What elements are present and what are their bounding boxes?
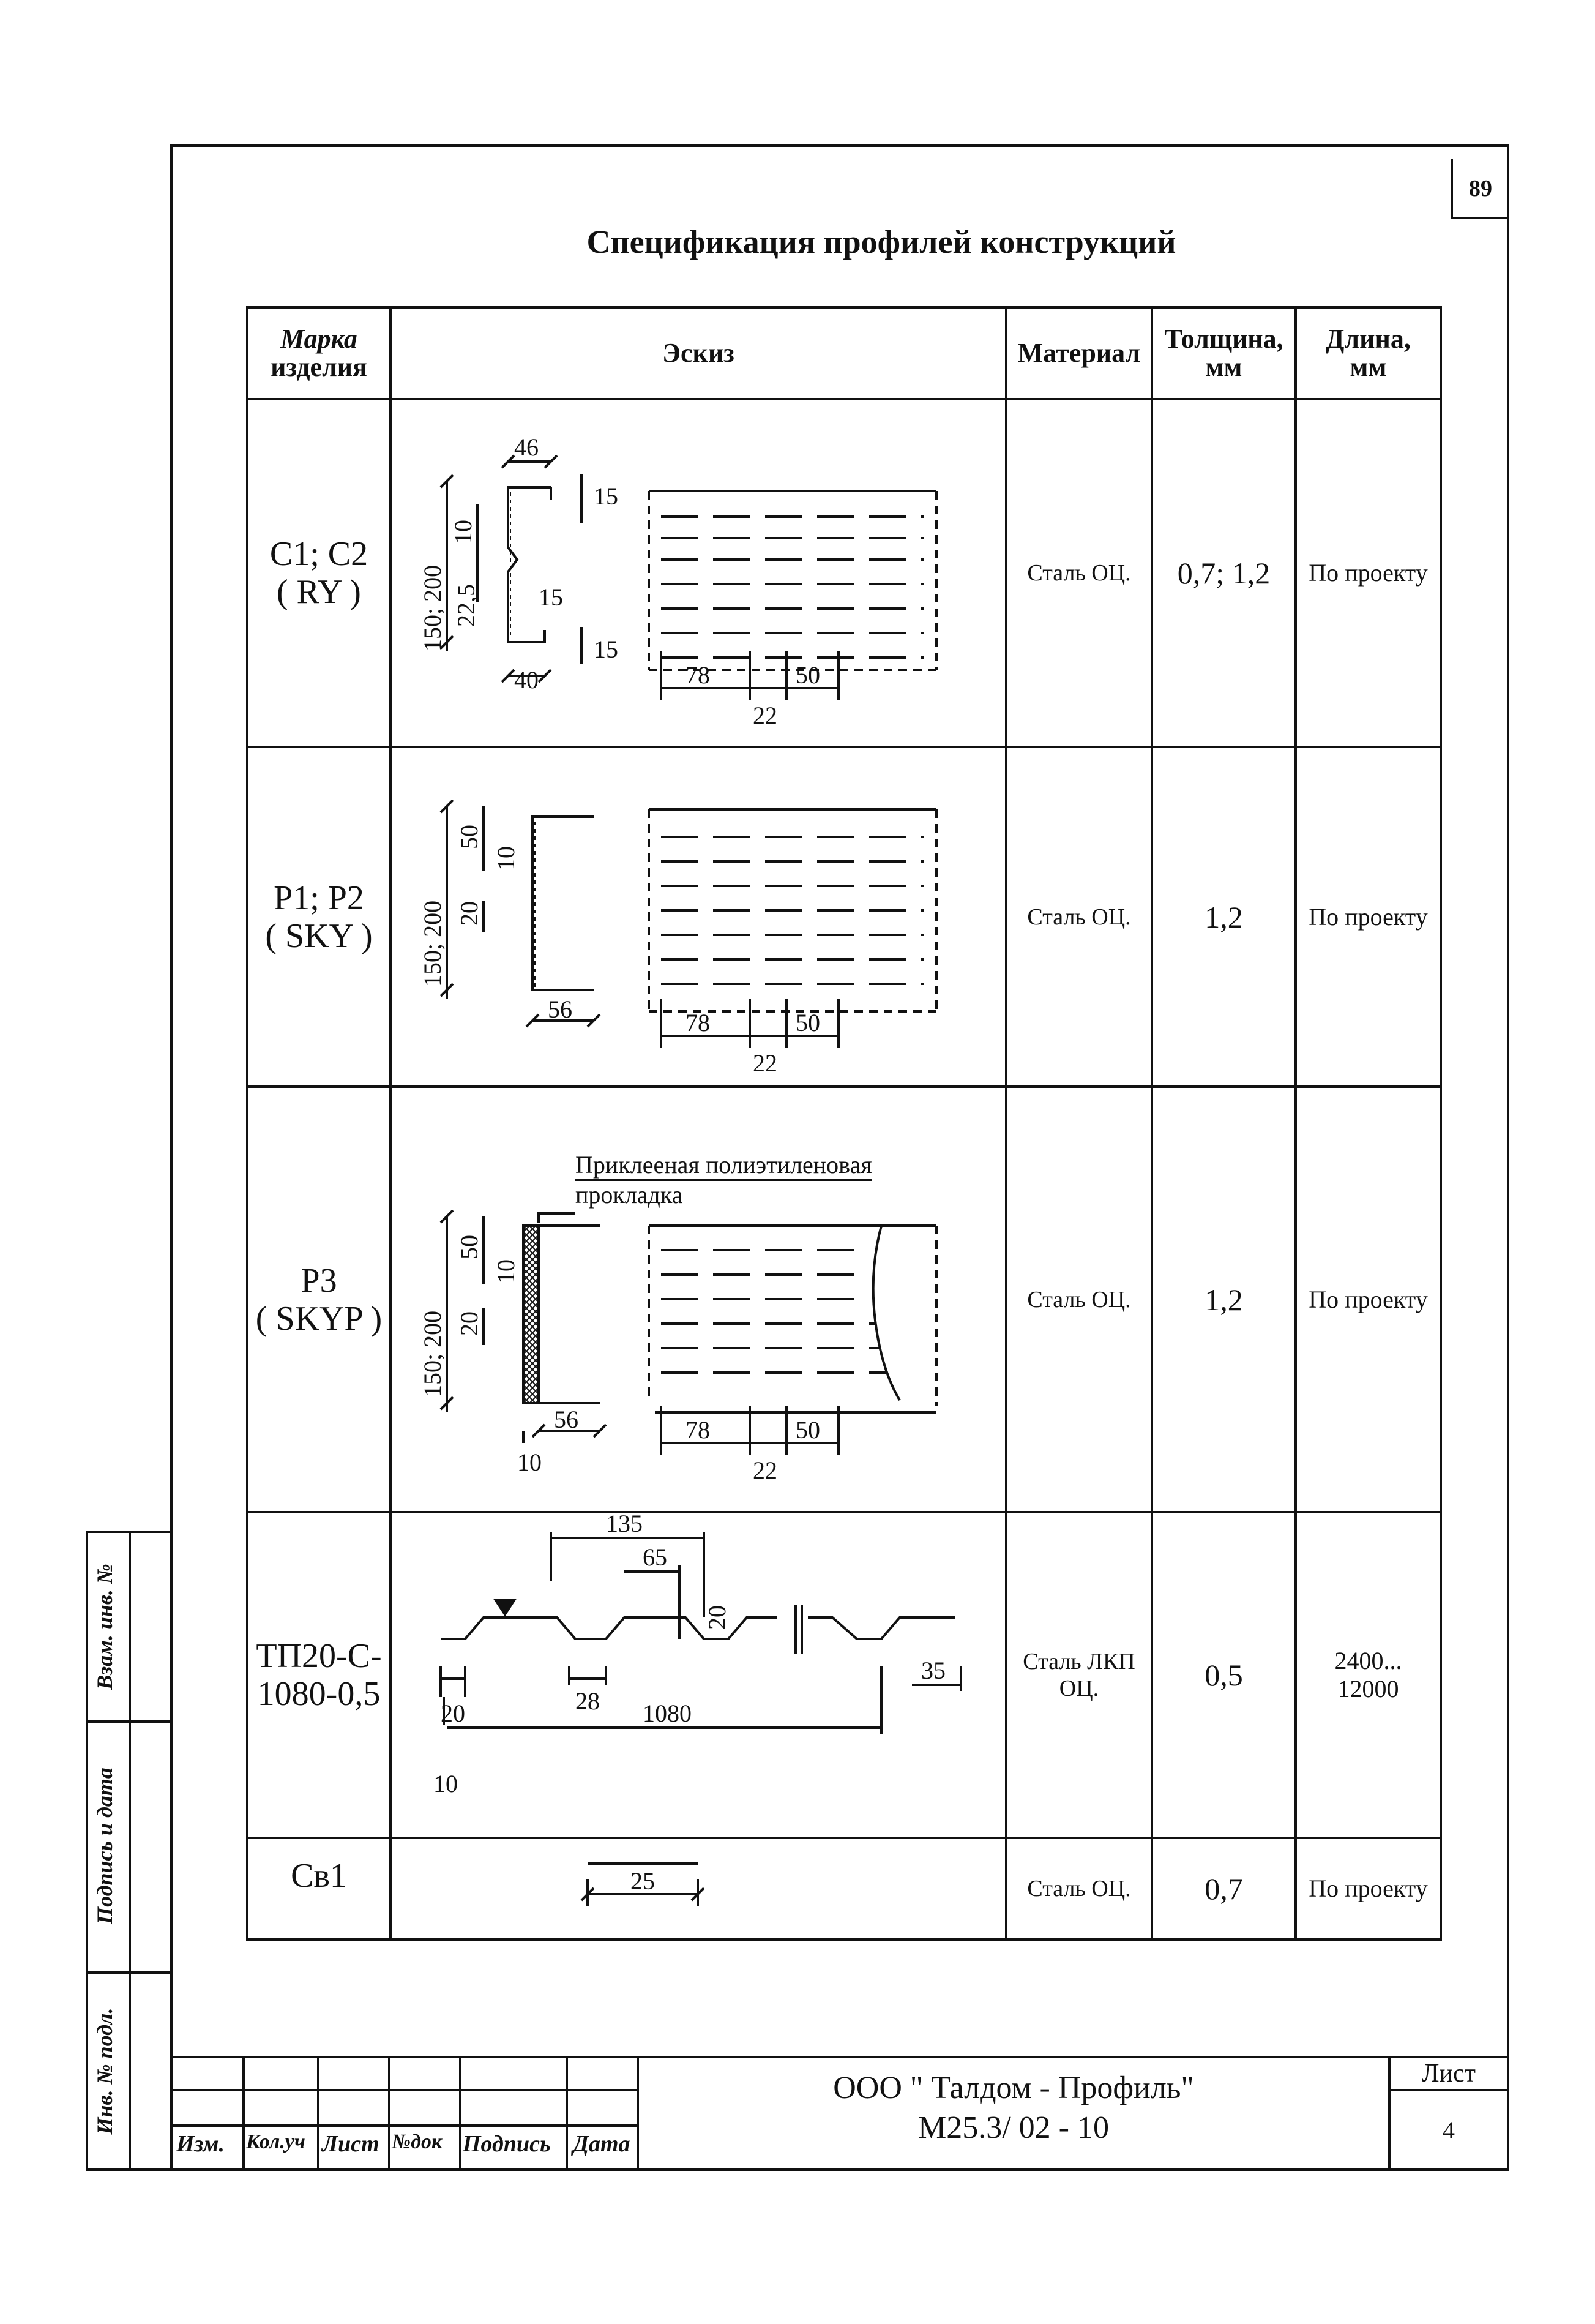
stamp-original-inv: Инв. № подл. bbox=[92, 2007, 117, 2135]
dim-w: 25 bbox=[630, 1867, 655, 1895]
dim-p1: 78 bbox=[685, 1009, 710, 1036]
dim-d2: 10 bbox=[492, 1259, 520, 1284]
tb-col-date: Дата bbox=[573, 2131, 630, 2157]
dim-bottom: 56 bbox=[554, 1406, 578, 1433]
dim-p1: 78 bbox=[685, 1416, 710, 1444]
dim-p3: 22 bbox=[753, 1456, 777, 1484]
dim-p3: 22 bbox=[753, 1049, 777, 1077]
row-length: 2400... 12000 bbox=[1334, 1647, 1402, 1703]
frame-left bbox=[170, 144, 173, 2171]
dim-b3: 28 bbox=[575, 1687, 600, 1715]
tb-col-change: Изм. bbox=[176, 2131, 225, 2157]
row-mark: ТП20-С- 1080-0,5 bbox=[256, 1637, 382, 1713]
stamp-replacement-inv: Взам. инв. № bbox=[92, 1564, 117, 1690]
sketch-p3-profile bbox=[392, 1088, 1005, 1511]
frame-right bbox=[1507, 144, 1509, 2171]
sketch-c-profile bbox=[392, 400, 1005, 746]
dim-p2: 50 bbox=[796, 1009, 820, 1036]
row-thickness: 0,7; 1,2 bbox=[1177, 556, 1271, 590]
sketch-p-profile bbox=[392, 748, 1005, 1085]
header-length: Длина, мм bbox=[1326, 324, 1411, 382]
dim-w1: 135 bbox=[606, 1513, 643, 1537]
header-sketch: Эскиз bbox=[662, 338, 734, 368]
sketch-strip bbox=[392, 1839, 1005, 1938]
dim-lip2: 15 bbox=[594, 635, 618, 663]
page-number: 89 bbox=[1469, 176, 1492, 201]
dim-d3: 20 bbox=[455, 901, 483, 926]
row-length: По проекту bbox=[1309, 902, 1428, 931]
stamp-signature-date: Подпись и дата bbox=[92, 1767, 117, 1924]
sketch-trapezoid-profile bbox=[392, 1513, 1005, 1837]
row-thickness: 0,7 bbox=[1205, 1872, 1243, 1906]
frame-top bbox=[170, 144, 1509, 147]
dim-d3: 20 bbox=[455, 1311, 483, 1336]
row-material: Сталь ОЦ. bbox=[1027, 1286, 1131, 1313]
dim-bottom: 56 bbox=[548, 995, 572, 1023]
dim-lip1: 15 bbox=[594, 482, 618, 510]
dim-b1: 20 bbox=[441, 1700, 465, 1727]
dim-h: 150; 200 bbox=[419, 900, 446, 987]
dim-p2: 50 bbox=[796, 661, 820, 689]
header-material: Материал bbox=[1017, 338, 1141, 368]
row-thickness: 1,2 bbox=[1205, 899, 1243, 934]
dim-d3: 15 bbox=[539, 583, 563, 611]
dim-p3: 22 bbox=[753, 702, 777, 729]
header-thickness: Толщина, мм bbox=[1164, 324, 1283, 382]
pad-note: Приклееная полиэтиленовая прокладка bbox=[575, 1151, 872, 1209]
dim-h: 20 bbox=[703, 1605, 731, 1630]
row-length: По проекту bbox=[1309, 1875, 1428, 1902]
tb-col-docnum: №док bbox=[392, 2131, 443, 2153]
dim-h: 150; 200 bbox=[419, 1310, 446, 1397]
row-length: По проекту bbox=[1309, 1285, 1428, 1313]
dim-h: 150; 200 bbox=[419, 564, 446, 651]
tb-company: ООО " Талдом - Профиль" bbox=[833, 2070, 1194, 2105]
tb-sheet-label: Лист bbox=[1422, 2060, 1476, 2088]
tb-sheet-number: 4 bbox=[1443, 2116, 1455, 2144]
page-title: Спецификация профилей конструкций bbox=[586, 223, 1176, 260]
row-material: Сталь ЛКП ОЦ. bbox=[1023, 1649, 1135, 1701]
row-mark: Р1; Р2 ( SKY ) bbox=[265, 879, 373, 955]
tb-col-signature: Подпись bbox=[463, 2131, 551, 2157]
dim-b2: 10 bbox=[433, 1770, 458, 1797]
dim-d2: 22,5 bbox=[452, 584, 480, 627]
header-mark: Марка изделия bbox=[271, 324, 367, 382]
row-mark: Св1 bbox=[291, 1857, 347, 1895]
dim-total: 1080 bbox=[643, 1700, 692, 1727]
frame-bottom bbox=[86, 2168, 1509, 2171]
dim-d1: 50 bbox=[455, 1235, 483, 1259]
tb-col-qty: Кол.уч bbox=[246, 2131, 305, 2153]
dim-d2: 10 bbox=[492, 846, 520, 871]
tb-doc-code: М25.3/ 02 - 10 bbox=[918, 2110, 1109, 2145]
row-mark: С1; С2 ( RY ) bbox=[269, 535, 368, 611]
dim-bottom: 40 bbox=[514, 666, 539, 694]
row-thickness: 1,2 bbox=[1205, 1282, 1243, 1317]
row-material: Сталь ОЦ. bbox=[1027, 904, 1131, 930]
dim-w2: 65 bbox=[643, 1543, 667, 1571]
row-material: Сталь ОЦ. bbox=[1027, 1876, 1131, 1902]
row-material: Сталь ОЦ. bbox=[1027, 560, 1131, 586]
row-thickness: 0,5 bbox=[1205, 1658, 1243, 1692]
tb-col-sheet: Лист bbox=[322, 2131, 379, 2157]
dim-top: 46 bbox=[514, 433, 539, 461]
dim-d1: 50 bbox=[455, 825, 483, 849]
row-length: По проекту bbox=[1309, 559, 1428, 587]
dim-p2: 50 bbox=[796, 1416, 820, 1444]
dim-p1: 78 bbox=[685, 661, 710, 689]
row-mark: Р3 ( SKYP ) bbox=[255, 1261, 383, 1338]
dim-edge: 35 bbox=[921, 1657, 946, 1684]
dim-d1: 10 bbox=[449, 520, 477, 544]
dim-pad: 10 bbox=[517, 1449, 542, 1476]
